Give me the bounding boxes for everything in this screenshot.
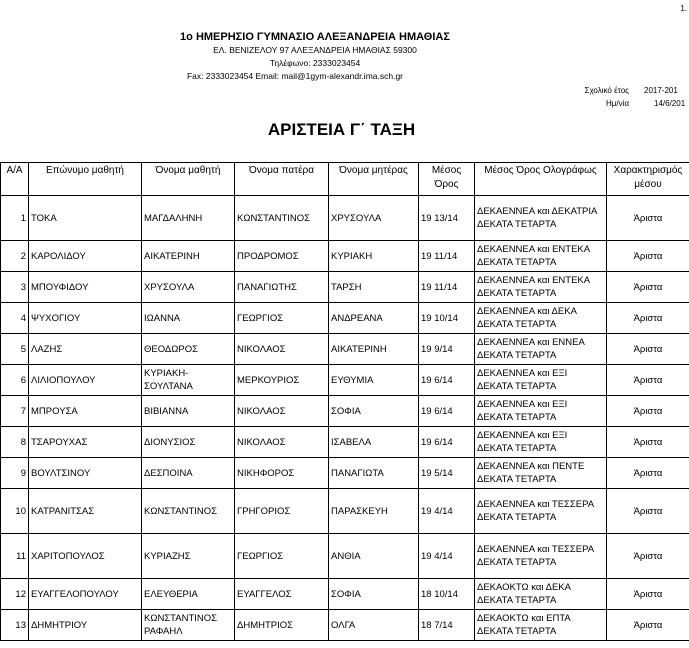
table-row: [1, 610, 689, 641]
cell-name: ΘΕΟΔΩΡΟΣ: [142, 334, 235, 365]
cell-name: ΑΙΚΑΤΕΡΙΝΗ: [142, 241, 235, 272]
cell-average: 19 11/14: [419, 241, 475, 272]
cell-aa: 9: [1, 458, 29, 489]
table-row: [1, 196, 689, 241]
school-header: [165, 31, 465, 83]
table-row: [1, 489, 689, 534]
cell-father: ΓΕΩΡΓΙΟΣ: [235, 534, 329, 579]
table-row: [1, 365, 689, 396]
cell-father: ΓΕΩΡΓΙΟΣ: [235, 303, 329, 334]
cell-average: 19 9/14: [419, 334, 475, 365]
cell-mother: ΣΟΦΙΑ: [329, 396, 419, 427]
table-row: [1, 579, 689, 610]
cell-aa: 5: [1, 334, 29, 365]
cell-surname: ΧΑΡΙΤΟΠΟΥΛΟΣ: [29, 534, 142, 579]
cell-average-words: ΔΕΚΑΕΝΝΕΑ και ΔΕΚΑ ΔΕΚΑΤΑ ΤΕΤΑΡΤΑ: [475, 303, 607, 334]
school-fax-email: Fax: 2333023454 Email: mail@1gym-alexandr.ima.sch.gr: [186, 71, 404, 81]
cell-mother: ΟΛΓΑ: [329, 610, 419, 641]
cell-aa: 12: [1, 579, 29, 610]
cell-surname: ΚΑΤΡΑΝΙΤΣΑΣ: [29, 489, 142, 534]
school-year-label: Σχολικό έτος: [584, 86, 629, 95]
table-row: [1, 241, 689, 272]
cell-average: 19 6/14: [419, 365, 475, 396]
cell-father: ΔΗΜΗΤΡΙΟΣ: [235, 610, 329, 641]
cell-aa: 11: [1, 534, 29, 579]
cell-name: ΕΛΕΥΘΕΡΙΑ: [142, 579, 235, 610]
cell-average-words: ΔΕΚΑΕΝΝΕΑ και ΤΕΣΣΕΡΑ ΔΕΚΑΤΑ ΤΕΤΑΡΤΑ: [475, 489, 607, 534]
cell-average: 19 4/14: [419, 534, 475, 579]
cell-grade: Άριστα: [607, 272, 689, 303]
cell-surname: ΚΑΡΟΛΙΔΟΥ: [29, 241, 142, 272]
school-address: ΕΛ. ΒΕΝΙΖΕΛΟΥ 97 ΑΛΕΞΑΝΔΡΕΙΑ ΗΜΑΘΙΑΣ 59300: [213, 45, 417, 55]
cell-grade: Άριστα: [607, 458, 689, 489]
school-year-value: 2017-201: [644, 86, 678, 95]
page-title: ΑΡΙΣΤΕΙΑ Γ΄ ΤΑΞΗ: [267, 120, 416, 139]
cell-name: ΚΩΝΣΤΑΝΤΙΝΟΣ: [142, 489, 235, 534]
school-name: 1ο ΗΜΕΡΗΣΙΟ ΓΥΜΝΑΣΙΟ ΑΛΕΞΑΝΔΡΕΙΑ ΗΜΑΘΙΑΣ: [180, 31, 450, 43]
cell-name: ΚΩΝΣΤΑΝΤΙΝΟΣ ΡΑΦΑΗΛ: [142, 610, 235, 641]
col-header-grade: Χαρακτηρισμός μέσου: [607, 163, 689, 196]
cell-grade: Άριστα: [607, 534, 689, 579]
cell-father: ΝΙΚΗΦΟΡΟΣ: [235, 458, 329, 489]
honors-table: [0, 162, 689, 641]
cell-mother: ΙΣΑΒΕΛΑ: [329, 427, 419, 458]
table-row: [1, 334, 689, 365]
col-header-average: Μέσος Όρος: [419, 163, 475, 196]
cell-father: ΜΕΡΚΟΥΡΙΟΣ: [235, 365, 329, 396]
cell-surname: ΛΑΖΗΣ: [29, 334, 142, 365]
cell-aa: 3: [1, 272, 29, 303]
cell-surname: ΤΟΚΑ: [29, 196, 142, 241]
col-header-surname: Επώνυμο μαθητή: [29, 163, 142, 196]
cell-average-words: ΔΕΚΑΕΝΝΕΑ και ΕΝΤΕΚΑ ΔΕΚΑΤΑ ΤΕΤΑΡΤΑ: [475, 241, 607, 272]
cell-surname: ΒΟΥΛΤΣΙΝΟΥ: [29, 458, 142, 489]
cell-aa: 8: [1, 427, 29, 458]
cell-average-words: ΔΕΚΑΕΝΝΕΑ και ΠΕΝΤΕ ΔΕΚΑΤΑ ΤΕΤΑΡΤΑ: [475, 458, 607, 489]
cell-mother: ΑΝΔΡΕΑΝΑ: [329, 303, 419, 334]
cell-average-words: ΔΕΚΑΕΝΝΕΑ και ΕΞΙ ΔΕΚΑΤΑ ΤΕΤΑΡΤΑ: [475, 365, 607, 396]
cell-grade: Άριστα: [607, 427, 689, 458]
cell-name: ΒΙΒΙΑΝΝΑ: [142, 396, 235, 427]
cell-mother: ΠΑΝΑΓΙΩΤΑ: [329, 458, 419, 489]
cell-surname: ΜΠΡΟΥΣΑ: [29, 396, 142, 427]
date-label: Ημ/νία: [605, 99, 629, 108]
cell-average: 18 10/14: [419, 579, 475, 610]
col-header-mother: Όνομα μητέρας: [329, 163, 419, 196]
cell-grade: Άριστα: [607, 396, 689, 427]
cell-father: ΕΥΑΓΓΕΛΟΣ: [235, 579, 329, 610]
cell-father: ΚΩΝΣΤΑΝΤΙΝΟΣ: [235, 196, 329, 241]
page-number: 1.: [680, 4, 687, 13]
cell-aa: 7: [1, 396, 29, 427]
cell-grade: Άριστα: [607, 303, 689, 334]
cell-aa: 4: [1, 303, 29, 334]
cell-grade: Άριστα: [607, 196, 689, 241]
cell-aa: 1: [1, 196, 29, 241]
cell-surname: ΨΥΧΟΓΙΟΥ: [29, 303, 142, 334]
table-header-row: [1, 163, 689, 196]
cell-average-words: ΔΕΚΑΕΝΝΕΑ και ΕΝΝΕΑ ΔΕΚΑΤΑ ΤΕΤΑΡΤΑ: [475, 334, 607, 365]
cell-average-words: ΔΕΚΑΟΚΤΩ και ΔΕΚΑ ΔΕΚΑΤΑ ΤΕΤΑΡΤΑ: [475, 579, 607, 610]
school-phone: Τηλέφωνο: 2333023454: [269, 58, 361, 68]
cell-average-words: ΔΕΚΑΕΝΝΕΑ και ΕΞΙ ΔΕΚΑΤΑ ΤΕΤΑΡΤΑ: [475, 396, 607, 427]
cell-aa: 13: [1, 610, 29, 641]
cell-grade: Άριστα: [607, 489, 689, 534]
meta-values: [644, 84, 689, 110]
cell-mother: ΕΥΘΥΜΙΑ: [329, 365, 419, 396]
cell-average: 19 13/14: [419, 196, 475, 241]
cell-father: ΝΙΚΟΛΑΟΣ: [235, 427, 329, 458]
cell-average: 19 5/14: [419, 458, 475, 489]
cell-name: ΜΑΓΔΑΛΗΝΗ: [142, 196, 235, 241]
cell-grade: Άριστα: [607, 365, 689, 396]
table-row: [1, 458, 689, 489]
cell-father: ΠΑΝΑΓΙΩΤΗΣ: [235, 272, 329, 303]
cell-grade: Άριστα: [607, 241, 689, 272]
cell-name: ΧΡΥΣΟΥΛΑ: [142, 272, 235, 303]
table-row: [1, 272, 689, 303]
cell-mother: ΤΑΡΣΗ: [329, 272, 419, 303]
table-row: [1, 427, 689, 458]
cell-average-words: ΔΕΚΑΕΝΝΕΑ και ΤΕΣΣΕΡΑ ΔΕΚΑΤΑ ΤΕΤΑΡΤΑ: [475, 534, 607, 579]
cell-average-words: ΔΕΚΑΕΝΝΕΑ και ΕΝΤΕΚΑ ΔΕΚΑΤΑ ΤΕΤΑΡΤΑ: [475, 272, 607, 303]
cell-mother: ΑΝΘΙΑ: [329, 534, 419, 579]
cell-name: ΔΙΟΝΥΣΙΟΣ: [142, 427, 235, 458]
cell-grade: Άριστα: [607, 334, 689, 365]
cell-average-words: ΔΕΚΑΟΚΤΩ και ΕΠΤΑ ΔΕΚΑΤΑ ΤΕΤΑΡΤΑ: [475, 610, 607, 641]
cell-aa: 10: [1, 489, 29, 534]
cell-mother: ΧΡΥΣΟΥΛΑ: [329, 196, 419, 241]
cell-father: ΝΙΚΟΛΑΟΣ: [235, 396, 329, 427]
col-header-father: Όνομα πατέρα: [235, 163, 329, 196]
cell-mother: ΣΟΦΙΑ: [329, 579, 419, 610]
col-header-average-words: Μέσος Όρος Ολογράφως: [475, 163, 607, 196]
cell-aa: 6: [1, 365, 29, 396]
cell-average: 19 11/14: [419, 272, 475, 303]
table-row: [1, 396, 689, 427]
cell-surname: ΜΠΟΥΦΙΔΟΥ: [29, 272, 142, 303]
cell-name: ΙΩΑΝΝΑ: [142, 303, 235, 334]
cell-name: ΔΕΣΠΟΙΝΑ: [142, 458, 235, 489]
table-row: [1, 303, 689, 334]
cell-average: 19 6/14: [419, 427, 475, 458]
cell-surname: ΤΣΑΡΟΥΧΑΣ: [29, 427, 142, 458]
cell-average: 19 6/14: [419, 396, 475, 427]
cell-surname: ΛΙΛΙΟΠΟΥΛΟΥ: [29, 365, 142, 396]
cell-father: ΓΡΗΓΟΡΙΟΣ: [235, 489, 329, 534]
cell-father: ΠΡΟΔΡΟΜΟΣ: [235, 241, 329, 272]
cell-mother: ΚΥΡΙΑΚΗ: [329, 241, 419, 272]
cell-average: 19 10/14: [419, 303, 475, 334]
cell-mother: ΠΑΡΑΣΚΕΥΗ: [329, 489, 419, 534]
cell-mother: ΑΙΚΑΤΕΡΙΝΗ: [329, 334, 419, 365]
table-row: [1, 534, 689, 579]
cell-grade: Άριστα: [607, 610, 689, 641]
cell-average-words: ΔΕΚΑΕΝΝΕΑ και ΕΞΙ ΔΕΚΑΤΑ ΤΕΤΑΡΤΑ: [475, 427, 607, 458]
cell-name: ΚΥΡΙΑΚΗ-ΣΟΥΛΤΑΝΑ: [142, 365, 235, 396]
cell-surname: ΕΥΑΓΓΕΛΟΠΟΥΛΟΥ: [29, 579, 142, 610]
cell-name: ΚΥΡΙΑΖΗΣ: [142, 534, 235, 579]
cell-aa: 2: [1, 241, 29, 272]
col-header-name: Όνομα μαθητή: [142, 163, 235, 196]
cell-average: 18 7/14: [419, 610, 475, 641]
col-header-aa: Α/Α: [1, 163, 29, 196]
cell-grade: Άριστα: [607, 579, 689, 610]
meta-labels: [585, 84, 630, 110]
cell-average-words: ΔΕΚΑΕΝΝΕΑ και ΔΕΚΑΤΡΙΑ ΔΕΚΑΤΑ ΤΕΤΑΡΤΑ: [475, 196, 607, 241]
cell-surname: ΔΗΜΗΤΡΙΟΥ: [29, 610, 142, 641]
cell-father: ΝΙΚΟΛΑΟΣ: [235, 334, 329, 365]
date-value: 14/6/201: [654, 99, 686, 108]
cell-average: 19 4/14: [419, 489, 475, 534]
